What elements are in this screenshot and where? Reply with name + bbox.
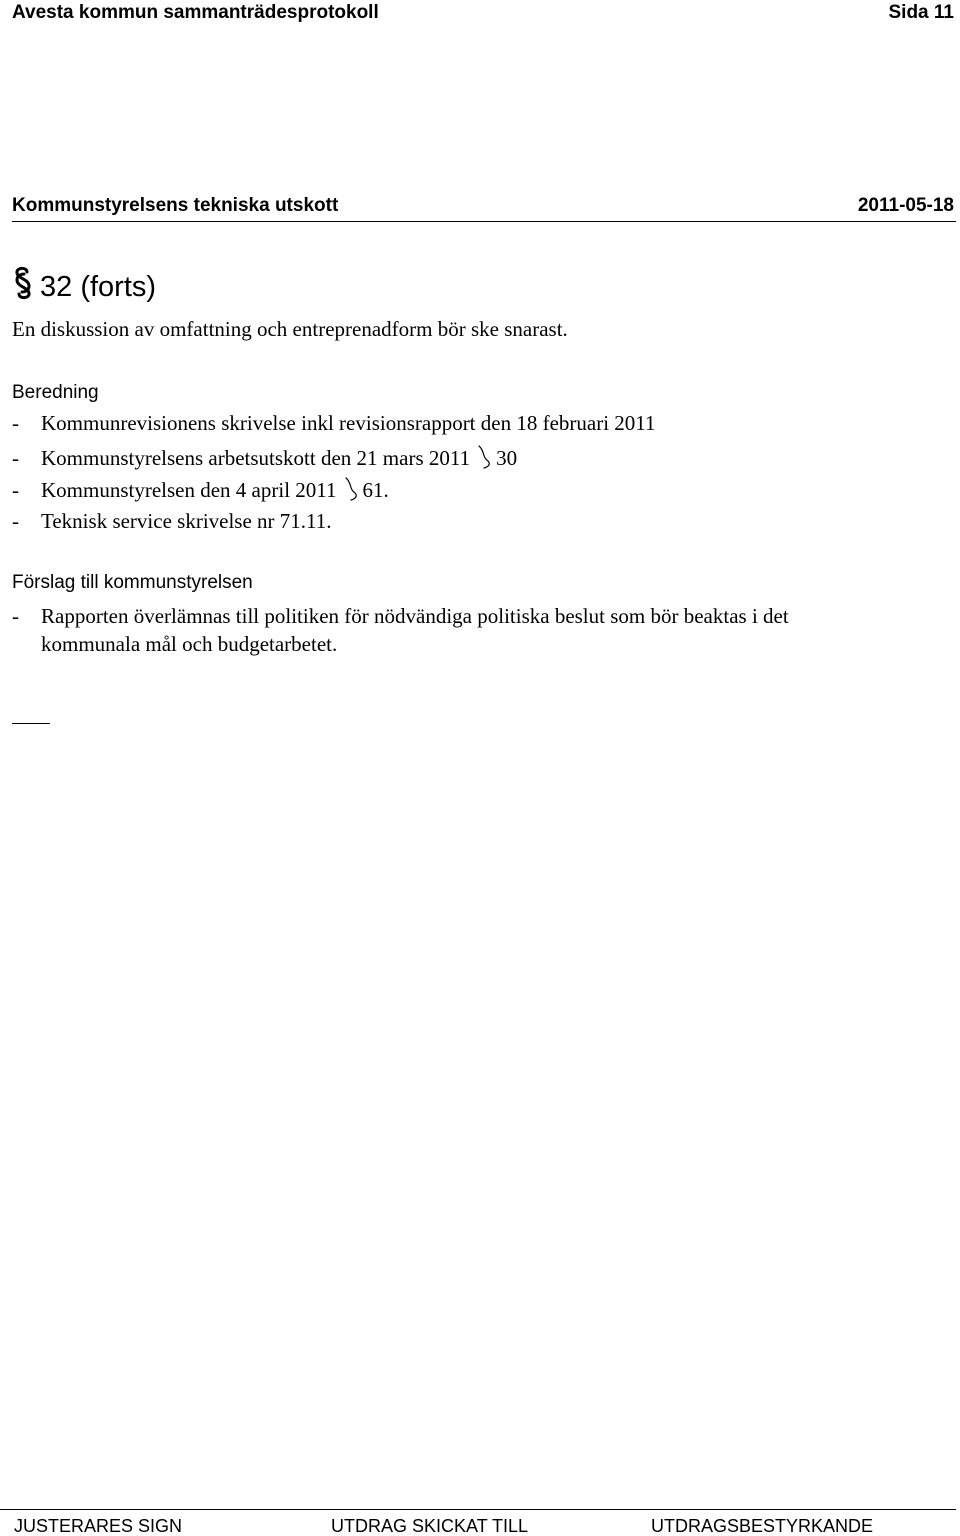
list-item: - Rapporten överlämnas till politiken för nödvändiga politiska beslut som bör beaktas i det [12,604,789,628]
section-sign-icon [476,445,492,467]
list-item: - Kommunstyrelsen den 4 april 2011 61. [12,478,389,502]
footer-divider [0,1509,956,1510]
page-header [12,2,954,24]
meeting-date: 2011-05-18 [857,195,954,216]
section-sign-icon [12,266,34,308]
committee-name: Kommunstyrelsens tekniska utskott [12,195,339,216]
section-number: 32 (forts) [40,270,157,303]
committee-header [12,195,954,217]
document-title: Avesta kommun sammanträdesprotokoll [12,2,379,23]
intro-text: En diskussion av omfattning och entreprenadform bör ske snarast. [12,317,568,341]
footer-certified-label: UTDRAGSBESTYRKANDE [651,1516,874,1536]
committee-divider [12,221,956,222]
page-number: Sida 11 [888,2,954,23]
end-divider [12,723,50,724]
list-item-continuation: kommunala mål och budgetarbetet. [41,632,338,656]
list-item: - Teknisk service skrivelse nr 71.11. [12,509,332,533]
footer-sent-label: UTDRAG SKICKAT TILL [331,1516,529,1536]
section-title [12,266,156,308]
section-sign-icon [343,477,359,499]
list-item: - Kommunstyrelsens arbetsutskott den 21 mars 2011 30 [12,446,518,470]
beredning-heading: Beredning [12,382,99,403]
footer-sign-label: JUSTERARES SIGN [14,1516,183,1536]
forslag-heading: Förslag till kommunstyrelsen [12,572,253,593]
list-item: - Kommunrevisionens skrivelse inkl revisionsrapport den 18 februari 2011 [12,411,656,435]
